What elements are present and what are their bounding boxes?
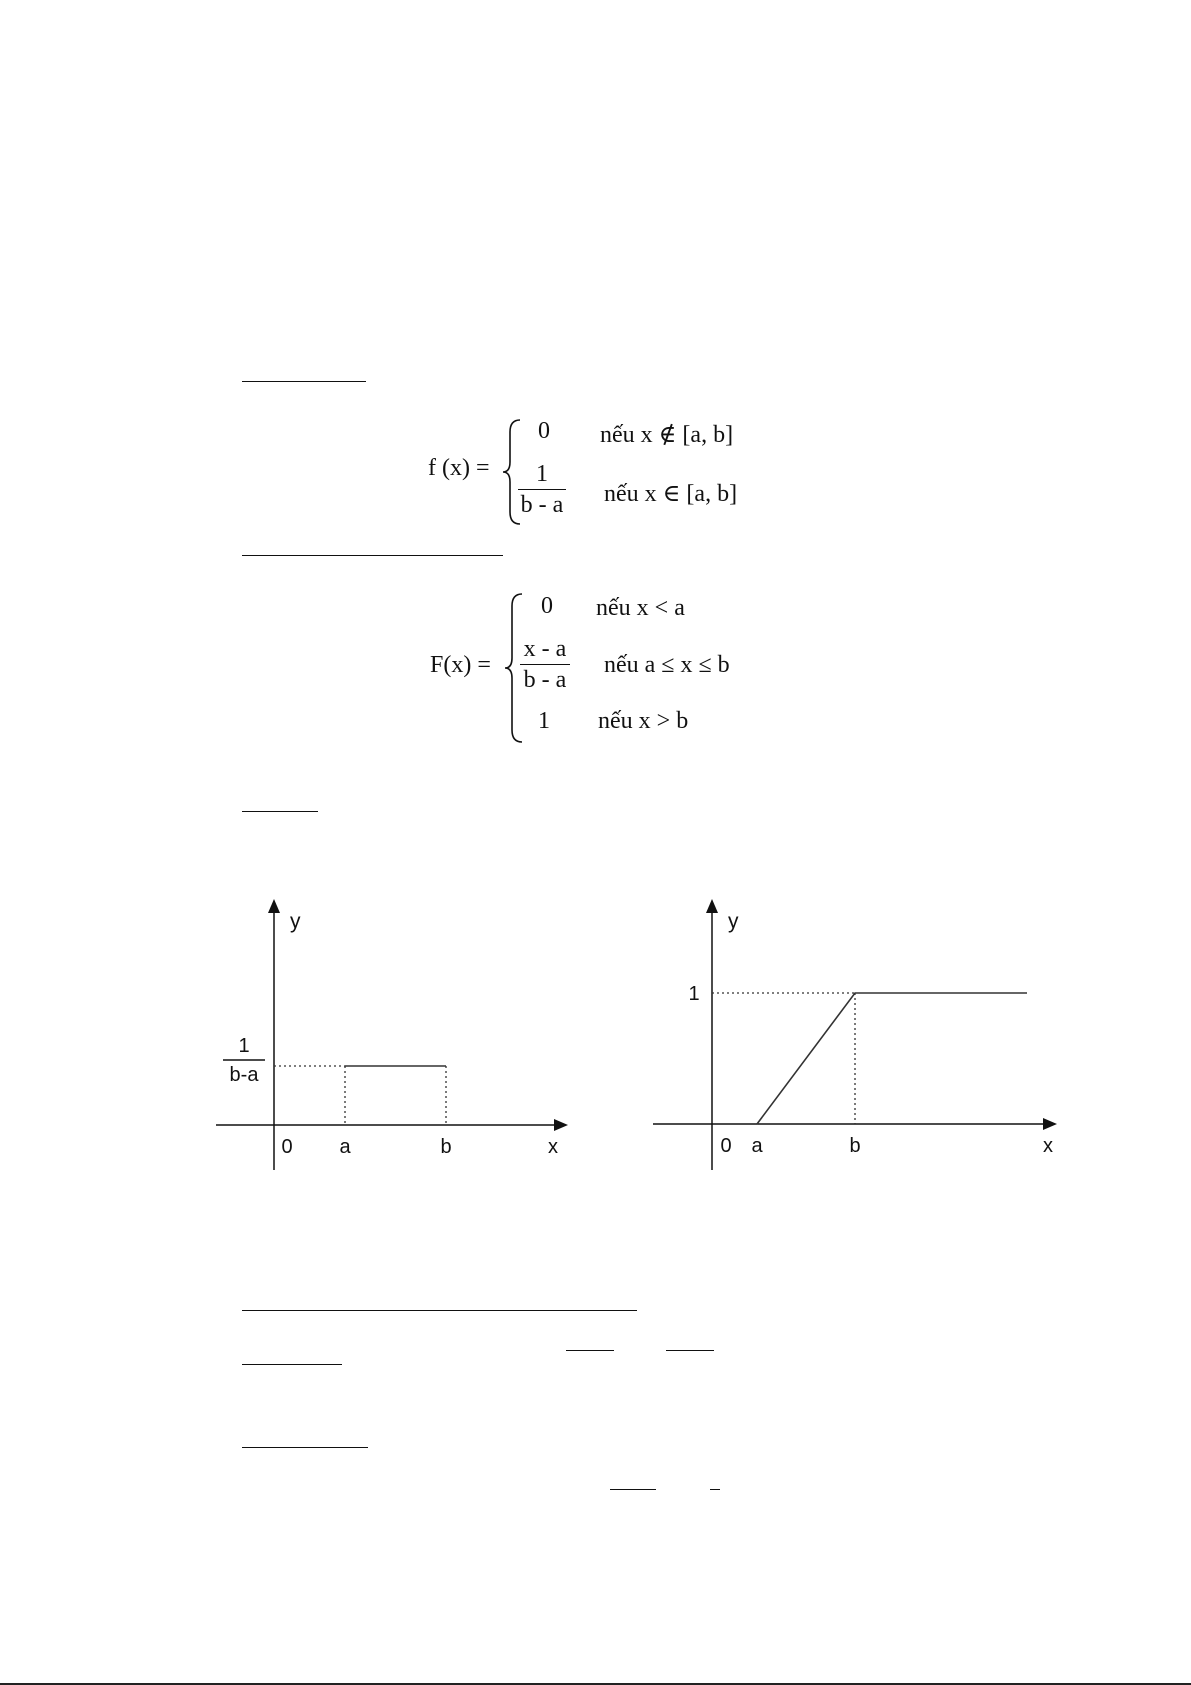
- pdf-lhs: f (x) =: [428, 455, 490, 481]
- cdf-row1-condition: nếu x < a: [596, 595, 685, 621]
- heading-underline-3: [242, 811, 318, 812]
- heading-underline-1: [242, 381, 366, 382]
- cdf-row3-condition: nếu x > b: [598, 708, 689, 734]
- pdf-row2-condition: nếu x ∈ [a, b]: [604, 481, 738, 507]
- cdf-lhs: F(x) =: [430, 652, 491, 678]
- heading-underline-2: [242, 555, 503, 556]
- pdf-row1-condition: nếu x ∉ [a, b]: [600, 422, 734, 448]
- cdf-row3-value: 1: [538, 708, 550, 734]
- cdf-graph-x-arrow: [1043, 1118, 1057, 1130]
- cdf-row2-condition: nếu a ≤ x ≤ b: [604, 652, 730, 678]
- pdf-row2-numerator: 1: [536, 461, 548, 487]
- pdf-graph-origin-label: 0: [281, 1136, 293, 1158]
- pdf-row1-value: 0: [538, 418, 550, 444]
- pdf-graph-y-label: y: [290, 910, 301, 933]
- heading-underline-4: [242, 1310, 637, 1311]
- pdf-graph-tick-b: b: [440, 1136, 452, 1158]
- cdf-graph-tick-a: a: [751, 1135, 763, 1157]
- cdf-graph-y-label: y: [728, 910, 739, 933]
- cdf-row2-denominator: b - a: [523, 667, 567, 693]
- pdf-row2-denominator: b - a: [520, 492, 564, 518]
- pdf-graph: [210, 895, 580, 1180]
- fraction-bar-fragment-1: [566, 1350, 614, 1351]
- pdf-graph-level-numerator: 1: [238, 1035, 250, 1057]
- cdf-graph: [645, 895, 1065, 1180]
- pdf-graph-x-arrow: [554, 1119, 568, 1131]
- pdf-graph-tick-a: a: [339, 1136, 351, 1158]
- fraction-bar-fragment-4: [710, 1489, 720, 1490]
- cdf-row1-value: 0: [541, 593, 553, 619]
- pdf-row2-fraction: [518, 459, 566, 520]
- fraction-bar-fragment-2: [666, 1350, 714, 1351]
- cdf-row2-fraction: [520, 634, 570, 695]
- heading-underline-5: [242, 1364, 342, 1365]
- cdf-graph-y-arrow: [706, 899, 718, 913]
- cdf-graph-x-label: x: [1043, 1135, 1053, 1157]
- fraction-bar-fragment-3: [610, 1489, 656, 1490]
- pdf-graph-y-arrow: [268, 899, 280, 913]
- pdf-graph-level-denominator: b-a: [229, 1064, 259, 1086]
- cdf-graph-origin-label: 0: [720, 1135, 732, 1157]
- cdf-graph-curve: [757, 993, 1027, 1124]
- cdf-graph-tick-b: b: [849, 1135, 861, 1157]
- cdf-row2-numerator: x - a: [523, 636, 567, 662]
- heading-underline-6: [242, 1447, 368, 1448]
- pdf-graph-x-label: x: [548, 1136, 558, 1158]
- cdf-graph-level-label: 1: [688, 983, 700, 1005]
